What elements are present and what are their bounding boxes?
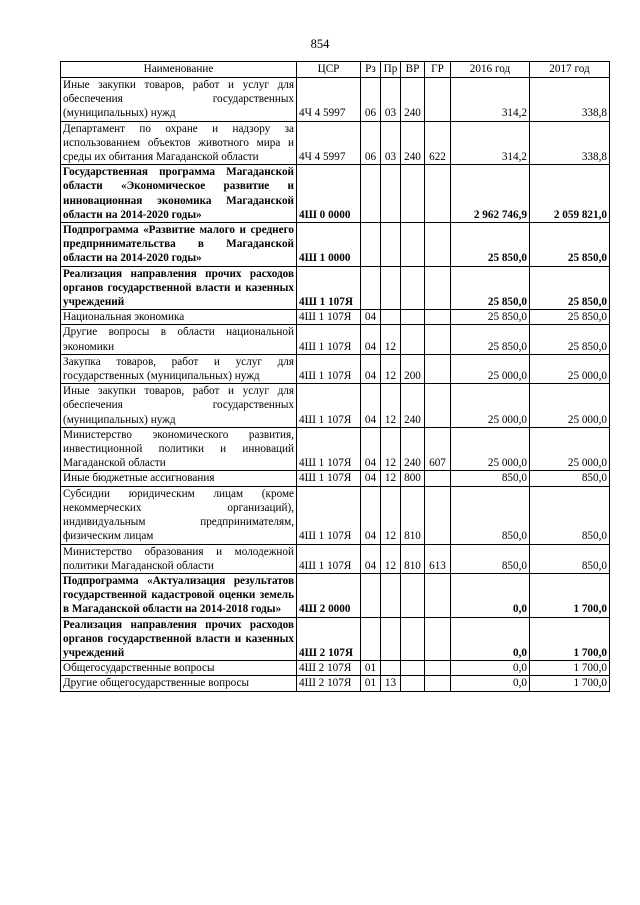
row-vr: 800: [401, 471, 425, 486]
row-rz: [361, 165, 381, 223]
row-rz: 04: [361, 471, 381, 486]
row-2017: 1 700,0: [530, 617, 610, 661]
row-pr: 12: [381, 544, 401, 573]
row-name: Подпрограмма «Актуализация результатов государственной кадастровой оценки земель в Магаданской области на 2014-2018 годы»: [61, 573, 297, 617]
row-rz: 04: [361, 486, 381, 544]
row-gr: [425, 78, 451, 122]
row-pr: 03: [381, 78, 401, 122]
row-csr: 4Ш 1 107Я: [297, 354, 361, 383]
header-vr: ВР: [401, 62, 425, 78]
row-2017: 1 700,0: [530, 573, 610, 617]
row-2017: 25 850,0: [530, 223, 610, 267]
row-pr: [381, 310, 401, 325]
header-2016: 2016 год: [451, 62, 530, 78]
row-vr: 240: [401, 427, 425, 471]
row-pr: [381, 617, 401, 661]
row-2016: 2 962 746,9: [451, 165, 530, 223]
row-2016: 25 000,0: [451, 354, 530, 383]
row-vr: [401, 661, 425, 676]
row-pr: 12: [381, 471, 401, 486]
row-rz: 04: [361, 384, 381, 428]
row-rz: [361, 617, 381, 661]
row-csr: 4Ш 0 0000: [297, 165, 361, 223]
table-row: [61, 223, 610, 267]
row-rz: 01: [361, 661, 381, 676]
row-2016: 0,0: [451, 661, 530, 676]
row-name: Реализация направления прочих расходов органов государственной власти и казенных учреждений: [61, 266, 297, 310]
row-rz: 04: [361, 427, 381, 471]
row-csr: 4Ш 1 0000: [297, 223, 361, 267]
row-csr: 4Ш 1 107Я: [297, 310, 361, 325]
row-gr: [425, 266, 451, 310]
header-csr: ЦСР: [297, 62, 361, 78]
row-gr: [425, 165, 451, 223]
row-rz: 06: [361, 121, 381, 165]
row-2016: 0,0: [451, 573, 530, 617]
row-pr: 12: [381, 325, 401, 354]
row-name: Закупка товаров, работ и услуг для государственных (муниципальных) нужд: [61, 354, 297, 383]
table-row: [61, 661, 610, 676]
row-2017: 1 700,0: [530, 676, 610, 691]
row-gr: [425, 310, 451, 325]
row-2016: 850,0: [451, 544, 530, 573]
row-rz: [361, 223, 381, 267]
row-rz: 04: [361, 325, 381, 354]
row-rz: 04: [361, 310, 381, 325]
row-pr: [381, 573, 401, 617]
row-2017: 850,0: [530, 471, 610, 486]
row-csr: 4Ч 4 5997: [297, 121, 361, 165]
row-rz: 06: [361, 78, 381, 122]
table-row: [61, 617, 610, 661]
row-rz: 04: [361, 354, 381, 383]
header-name: Наименование: [61, 62, 297, 78]
row-csr: 4Ш 1 107Я: [297, 544, 361, 573]
table-row: [61, 471, 610, 486]
row-csr: 4Ш 2 107Я: [297, 617, 361, 661]
table-row: [61, 266, 610, 310]
row-pr: [381, 223, 401, 267]
budget-table: [60, 61, 610, 692]
row-rz: [361, 266, 381, 310]
row-2016: 850,0: [451, 471, 530, 486]
row-gr: [425, 661, 451, 676]
row-pr: [381, 266, 401, 310]
row-csr: 4Ш 2 107Я: [297, 661, 361, 676]
row-2016: 25 850,0: [451, 325, 530, 354]
row-name: Иные бюджетные ассигнования: [61, 471, 297, 486]
row-2016: 25 850,0: [451, 223, 530, 267]
row-2017: 1 700,0: [530, 661, 610, 676]
row-2017: 338,8: [530, 78, 610, 122]
table-row: [61, 121, 610, 165]
row-2016: 25 000,0: [451, 427, 530, 471]
row-vr: 240: [401, 121, 425, 165]
row-csr: 4Ч 4 5997: [297, 78, 361, 122]
table-row: [61, 78, 610, 122]
row-name: Министерство образования и молодежной политики Магаданской области: [61, 544, 297, 573]
row-2017: 338,8: [530, 121, 610, 165]
row-pr: 12: [381, 354, 401, 383]
row-gr: [425, 573, 451, 617]
row-pr: 03: [381, 121, 401, 165]
row-2016: 25 850,0: [451, 310, 530, 325]
row-rz: 01: [361, 676, 381, 691]
row-name: Иные закупки товаров, работ и услуг для обеспечения государственных (муниципальных) нужд: [61, 78, 297, 122]
row-2016: 0,0: [451, 617, 530, 661]
row-name: Субсидии юридическим лицам (кроме некоммерческих организаций), индивидуальным предпринимателям, физическим лицам: [61, 486, 297, 544]
row-vr: [401, 617, 425, 661]
row-2016: 25 850,0: [451, 266, 530, 310]
table-row: [61, 573, 610, 617]
row-name: Иные закупки товаров, работ и услуг для обеспечения государственных (муниципальных) нужд: [61, 384, 297, 428]
row-csr: 4Ш 2 0000: [297, 573, 361, 617]
row-csr: 4Ш 1 107Я: [297, 427, 361, 471]
row-gr: 607: [425, 427, 451, 471]
table-row: [61, 676, 610, 691]
row-2017: 850,0: [530, 486, 610, 544]
header-rz: Рз: [361, 62, 381, 78]
row-vr: 240: [401, 78, 425, 122]
row-2017: 25 000,0: [530, 384, 610, 428]
row-pr: 12: [381, 384, 401, 428]
row-gr: [425, 325, 451, 354]
row-csr: 4Ш 1 107Я: [297, 486, 361, 544]
row-2017: 25 000,0: [530, 354, 610, 383]
row-name: Общегосударственные вопросы: [61, 661, 297, 676]
row-gr: [425, 223, 451, 267]
row-gr: 622: [425, 121, 451, 165]
row-vr: [401, 266, 425, 310]
row-vr: 240: [401, 384, 425, 428]
table-header-row: [61, 62, 610, 78]
row-name: Государственная программа Магаданской области «Экономическое развитие и инновационная экономика Магаданской области на 2014-2020 годы»: [61, 165, 297, 223]
row-csr: 4Ш 2 107Я: [297, 676, 361, 691]
row-2017: 25 850,0: [530, 325, 610, 354]
row-csr: 4Ш 1 107Я: [297, 384, 361, 428]
row-pr: 13: [381, 676, 401, 691]
row-name: Подпрограмма «Развитие малого и среднего предпринимательства в Магаданской области на 2014-2020 годы»: [61, 223, 297, 267]
row-vr: [401, 223, 425, 267]
row-csr: 4Ш 1 107Я: [297, 325, 361, 354]
header-pr: Пр: [381, 62, 401, 78]
row-name: Министерство экономического развития, инвестиционной политики и инноваций Магаданской области: [61, 427, 297, 471]
row-vr: [401, 676, 425, 691]
row-2017: 25 850,0: [530, 266, 610, 310]
row-gr: [425, 617, 451, 661]
row-2016: 25 000,0: [451, 384, 530, 428]
row-gr: 613: [425, 544, 451, 573]
row-vr: 810: [401, 486, 425, 544]
row-gr: [425, 354, 451, 383]
row-2016: 314,2: [451, 121, 530, 165]
table-row: [61, 310, 610, 325]
row-vr: [401, 573, 425, 617]
row-rz: 04: [361, 544, 381, 573]
row-pr: [381, 165, 401, 223]
row-name: Департамент по охране и надзору за использованием объектов животного мира и среды их обитания Магаданской области: [61, 121, 297, 165]
row-vr: 810: [401, 544, 425, 573]
table-row: [61, 384, 610, 428]
row-2017: 850,0: [530, 544, 610, 573]
row-csr: 4Ш 1 107Я: [297, 266, 361, 310]
row-vr: [401, 325, 425, 354]
row-pr: [381, 661, 401, 676]
row-rz: [361, 573, 381, 617]
row-2016: 314,2: [451, 78, 530, 122]
row-name: Реализация направления прочих расходов органов государственной власти и казенных учреждений: [61, 617, 297, 661]
table-body: [61, 78, 610, 692]
page-number: 854: [310, 37, 330, 51]
table-row: [61, 325, 610, 354]
row-vr: [401, 165, 425, 223]
header-2017: 2017 год: [530, 62, 610, 78]
row-vr: 200: [401, 354, 425, 383]
row-gr: [425, 486, 451, 544]
row-2016: 850,0: [451, 486, 530, 544]
table-row: [61, 165, 610, 223]
row-2017: 25 850,0: [530, 310, 610, 325]
header-gr: ГР: [425, 62, 451, 78]
row-csr: 4Ш 1 107Я: [297, 471, 361, 486]
row-gr: [425, 676, 451, 691]
row-2017: 25 000,0: [530, 427, 610, 471]
row-name: Другие общегосударственные вопросы: [61, 676, 297, 691]
row-pr: 12: [381, 427, 401, 471]
table-row: [61, 427, 610, 471]
row-name: Национальная экономика: [61, 310, 297, 325]
row-name: Другие вопросы в области национальной экономики: [61, 325, 297, 354]
table-row: [61, 544, 610, 573]
row-pr: 12: [381, 486, 401, 544]
row-2016: 0,0: [451, 676, 530, 691]
table-row: [61, 486, 610, 544]
row-gr: [425, 471, 451, 486]
row-vr: [401, 310, 425, 325]
row-2017: 2 059 821,0: [530, 165, 610, 223]
table-row: [61, 354, 610, 383]
row-gr: [425, 384, 451, 428]
